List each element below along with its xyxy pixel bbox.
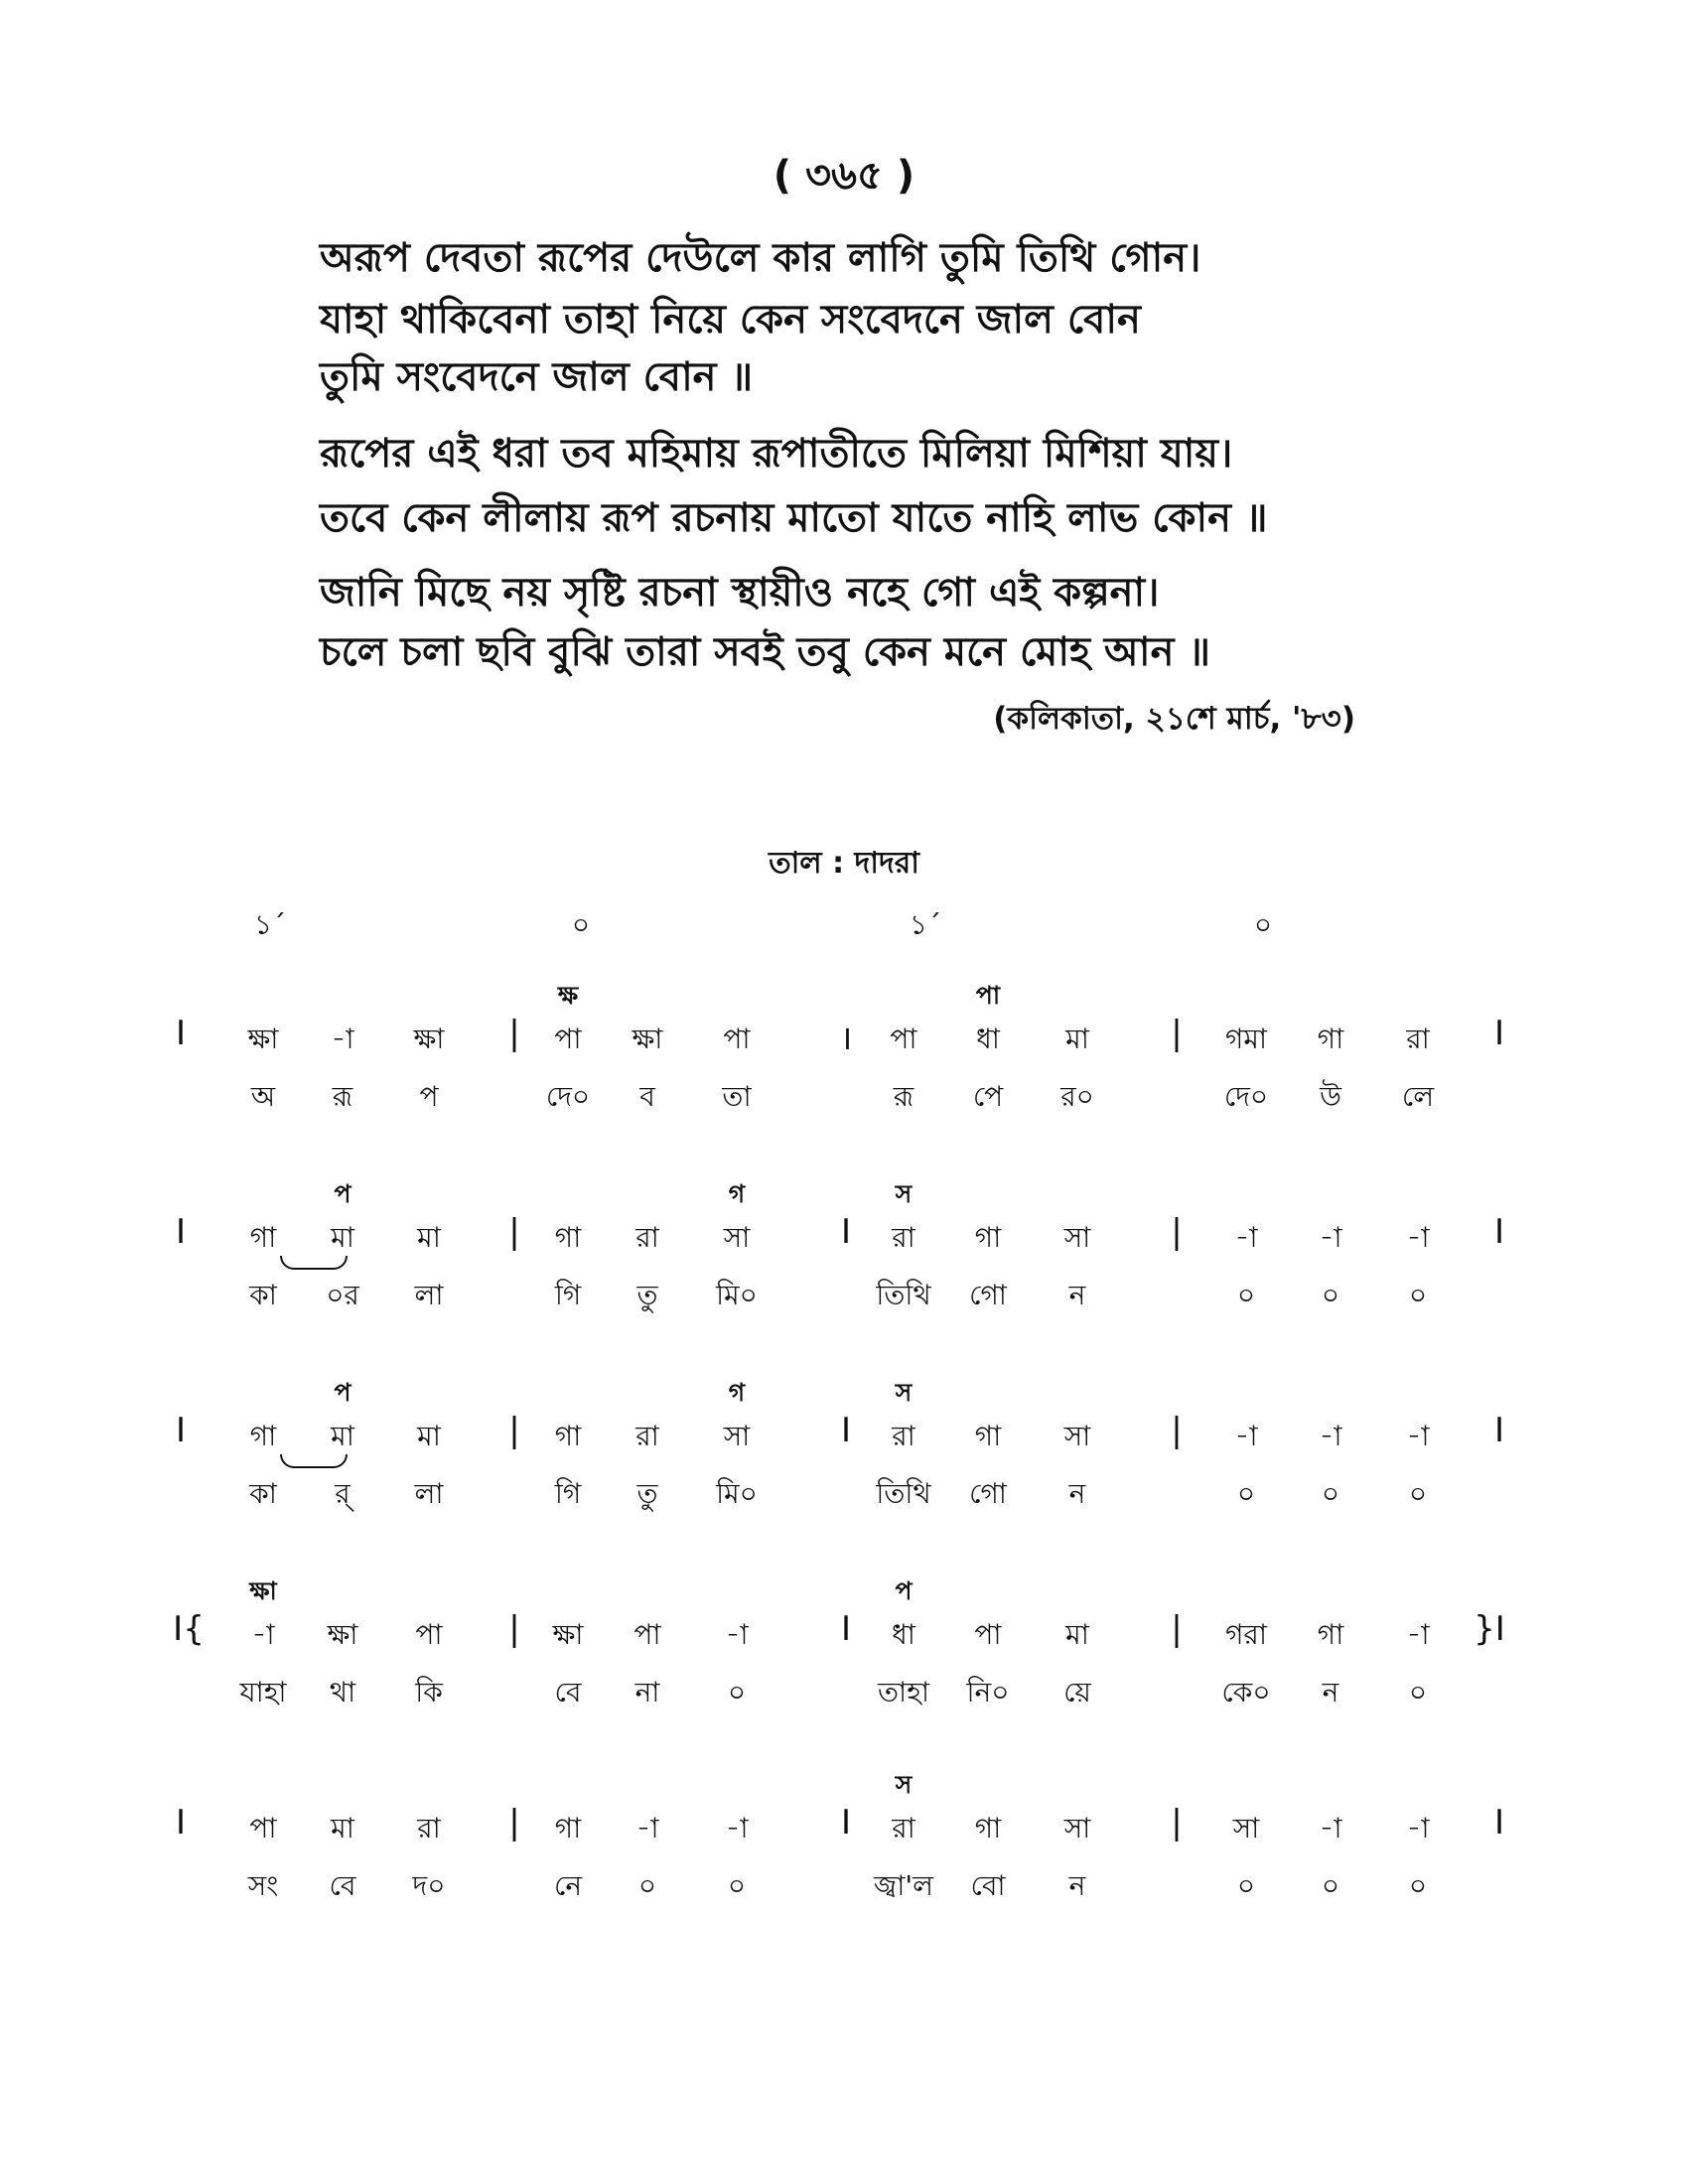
verse-line: চলে চলা ছবি বুঝি তারা সবই তবু কেন মনে মোহ আন ॥ (320, 629, 1211, 675)
swara-note: পা (249, 1812, 277, 1844)
lyric-syllable: দে০ (545, 1080, 591, 1113)
swara-note: ক্ষা (327, 1618, 358, 1651)
swara-note: -া (1406, 1420, 1430, 1452)
lyric-syllable: ০ (1408, 1869, 1428, 1902)
lyric-syllable: কা (249, 1477, 277, 1510)
lyric-syllable: কে০ (1221, 1676, 1271, 1708)
slur-mark (280, 1454, 348, 1468)
swara-note: গা (974, 1812, 1002, 1844)
lyric-syllable: মি০ (716, 1477, 758, 1510)
lyric-syllable: বে (329, 1869, 356, 1902)
lyric-syllable: নে (553, 1869, 583, 1902)
row-end-bar: I (1493, 1411, 1505, 1450)
swara-note: মা (417, 1420, 441, 1452)
swara-note: -া (1234, 1420, 1258, 1452)
swara-note: গা (1317, 1618, 1344, 1651)
lyric-syllable: লা (414, 1279, 444, 1311)
lyric-syllable: ০ (637, 1869, 657, 1902)
bar-line: I (840, 1803, 852, 1843)
bar-line: I (840, 1212, 852, 1252)
swara-note: গরা (1225, 1618, 1267, 1651)
swara-note: -া (725, 1812, 749, 1844)
swara-note: সা (1232, 1812, 1260, 1844)
bar-line: | (508, 1212, 520, 1252)
bar-line: I (840, 1609, 852, 1649)
tala-heading: তাল : দাদরা (769, 846, 919, 881)
swara-note: মা (331, 1420, 354, 1452)
lyric-syllable: র্ (335, 1477, 351, 1510)
lyric-syllable: গি (554, 1279, 582, 1311)
swara-note: -া (1406, 1618, 1430, 1651)
swara-note: -া (635, 1812, 659, 1844)
row-start-bar: I (175, 1014, 187, 1053)
swara-note: ক্ষা (552, 1618, 584, 1651)
swara-note: -া (331, 1023, 354, 1055)
swara-note: -া (1406, 1812, 1430, 1844)
lyric-syllable: কা (249, 1279, 277, 1311)
note-marker: ক্ষ (557, 981, 579, 1010)
row-end-bar: I (1493, 1803, 1505, 1843)
lyric-syllable: বো (970, 1869, 1006, 1902)
lyric-syllable: গো (969, 1477, 1007, 1510)
bar-line: | (1171, 1212, 1183, 1252)
note-marker: পা (975, 981, 1001, 1010)
lyric-syllable: গো (969, 1279, 1007, 1311)
note-marker: গ (728, 1179, 746, 1208)
row-start-bar: I (175, 1411, 187, 1450)
note-marker: স (895, 1378, 913, 1407)
lyric-syllable: ন (1068, 1869, 1086, 1902)
note-marker: প (334, 1378, 352, 1407)
swara-note: গা (974, 1221, 1002, 1254)
lyric-syllable: তিথি (876, 1279, 931, 1311)
swara-note: ক্ষা (632, 1023, 663, 1055)
swara-note: রা (892, 1420, 915, 1452)
lyric-syllable: ০ (727, 1869, 747, 1902)
swara-note: গা (974, 1420, 1002, 1452)
swara-note: গা (249, 1221, 277, 1254)
lyric-syllable: কি (415, 1676, 443, 1708)
lyric-syllable: ০ (1236, 1477, 1256, 1510)
swara-note: মা (331, 1221, 354, 1254)
verse-line: অরূপ দেবতা রূপের দেউলে কার লাগি তুমি তিথি গোন। (320, 235, 1201, 281)
lyric-syllable: দ০ (412, 1869, 446, 1902)
row-start-bar: I (175, 1803, 187, 1843)
beat-marker: ১´ (253, 908, 287, 941)
bar-line: | (1171, 1803, 1183, 1843)
lyric-syllable: ০ (1408, 1279, 1428, 1311)
bar-line: | (508, 1014, 520, 1053)
swara-note: পা (554, 1023, 582, 1055)
lyric-syllable: ন (1068, 1279, 1086, 1311)
swara-note: ক্ষা (247, 1023, 279, 1055)
lyric-syllable: উ (1320, 1080, 1341, 1113)
swara-note: সা (723, 1420, 751, 1452)
lyric-syllable: থা (329, 1676, 356, 1708)
swara-note: ধা (892, 1618, 915, 1651)
swara-note: রা (892, 1812, 915, 1844)
row-end-bar: }I (1474, 1609, 1505, 1649)
lyric-syllable: র০ (1060, 1080, 1094, 1113)
lyric-syllable: প (419, 1080, 439, 1113)
swara-note: সা (1063, 1812, 1091, 1844)
lyric-syllable: লে (1401, 1080, 1435, 1113)
swara-note: রা (635, 1221, 659, 1254)
lyric-syllable: তু (636, 1279, 658, 1311)
swara-note: রা (417, 1812, 441, 1844)
swara-note: পা (974, 1618, 1002, 1651)
verse-line: রূপের এই ধরা তব মহিমায় রূপাতীতে মিলিয়া মিশিয়া যায়। (320, 431, 1233, 477)
lyric-syllable: ০ (1321, 1869, 1340, 1902)
page-number: ( ৩৬৫ ) (773, 153, 915, 199)
row-start-bar: I (175, 1212, 187, 1252)
swara-note: মা (1065, 1023, 1089, 1055)
row-end-bar: I (1493, 1014, 1505, 1053)
lyric-syllable: ব (639, 1080, 655, 1113)
lyric-syllable: নি০ (966, 1676, 1010, 1708)
lyric-syllable: ০ (1321, 1279, 1340, 1311)
note-marker: গ (728, 1378, 746, 1407)
note-marker: স (895, 1179, 913, 1208)
lyric-syllable: জ্বা'ল (874, 1869, 933, 1902)
slur-mark (280, 1256, 348, 1270)
verse-line: তুমি সংবেদনে জাল বোন ॥ (320, 354, 754, 400)
swara-note: সা (723, 1221, 751, 1254)
lyric-syllable: তিথি (876, 1477, 931, 1510)
lyric-syllable: ০ (1408, 1477, 1428, 1510)
swara-note: গমা (1224, 1023, 1268, 1055)
verse-line: তবে কেন লীলায় রূপ রচনায় মাতো যাতে নাহি লাভ কোন ॥ (320, 495, 1268, 541)
lyric-syllable: রূ (332, 1080, 353, 1113)
swara-note: ধা (976, 1023, 1000, 1055)
lyric-syllable: ০ (1236, 1869, 1256, 1902)
swara-note: -া (251, 1618, 275, 1651)
lyric-syllable: ০র (326, 1279, 359, 1311)
lyric-syllable: য়ে (1063, 1676, 1091, 1708)
bar-line: | (1171, 1609, 1183, 1649)
lyric-syllable: পে (972, 1080, 1004, 1113)
swara-note: গা (1317, 1023, 1344, 1055)
bar-line: | (508, 1411, 520, 1450)
row-end-bar: I (1493, 1212, 1505, 1252)
swara-note: -া (1319, 1420, 1342, 1452)
lyric-syllable: তাহা (878, 1676, 929, 1708)
row-start-bar: I{ (173, 1609, 205, 1649)
swara-note: সা (1063, 1420, 1091, 1452)
note-marker: প (334, 1179, 352, 1208)
swara-note: পা (415, 1618, 443, 1651)
lyric-syllable: অ (250, 1080, 276, 1113)
swara-note: -া (1319, 1221, 1342, 1254)
swara-note: সা (1063, 1221, 1091, 1254)
lyric-syllable: গি (554, 1477, 582, 1510)
beat-marker: ০ (571, 908, 591, 941)
lyric-syllable: ০ (1236, 1279, 1256, 1311)
verse-line: যাহা থাকিবেনা তাহা নিয়ে কেন সংবেদনে জাল বোন (320, 297, 1141, 342)
lyric-syllable: বে (554, 1676, 582, 1708)
swara-note: রা (635, 1420, 659, 1452)
beat-marker: ১´ (909, 908, 942, 941)
lyric-syllable: দে০ (1223, 1080, 1269, 1113)
swara-note: মা (417, 1221, 441, 1254)
bar-line: | (1171, 1411, 1183, 1450)
note-marker: ক্ষা (249, 1576, 277, 1605)
swara-note: গা (554, 1812, 582, 1844)
bar-line: | (508, 1609, 520, 1649)
lyric-syllable: ০ (727, 1676, 747, 1708)
swara-note: পা (633, 1618, 661, 1651)
verse-line: জানি মিছে নয় সৃষ্টি রচনা স্থায়ীও নহে গো এই কল্পনা। (320, 570, 1160, 615)
bar-line: | (1171, 1014, 1183, 1053)
lyric-syllable: ন (1322, 1676, 1339, 1708)
note-marker: প (895, 1576, 913, 1605)
lyric-syllable: মি০ (716, 1279, 758, 1311)
lyric-syllable: ০ (1408, 1676, 1428, 1708)
note-marker: স (895, 1770, 913, 1799)
swara-note: মা (1065, 1618, 1089, 1651)
lyric-syllable: ০ (1321, 1477, 1340, 1510)
swara-note: ক্ষা (413, 1023, 445, 1055)
lyric-syllable: ন (1068, 1477, 1086, 1510)
bar-line: | (508, 1803, 520, 1843)
lyric-syllable: তু (636, 1477, 658, 1510)
swara-note: -া (1234, 1221, 1258, 1254)
beat-marker: ০ (1253, 908, 1273, 941)
swara-note: মা (331, 1812, 354, 1844)
place-date: (কলিকাতা, ২১শে মার্চ, '৮৩) (993, 701, 1355, 737)
bar-line: । (839, 1019, 853, 1058)
lyric-syllable: তা (722, 1080, 752, 1113)
swara-note: -া (1406, 1221, 1430, 1254)
swara-note: গা (249, 1420, 277, 1452)
lyric-syllable: সং (247, 1869, 279, 1902)
swara-note: পা (723, 1023, 751, 1055)
lyric-syllable: যাহা (239, 1676, 287, 1708)
swara-note: পা (890, 1023, 917, 1055)
swara-note: গা (554, 1420, 582, 1452)
swara-note: -া (725, 1618, 749, 1651)
swara-note: রা (892, 1221, 915, 1254)
swara-note: -া (1319, 1812, 1342, 1844)
swara-note: গা (554, 1221, 582, 1254)
bar-line: I (840, 1411, 852, 1450)
swara-note: রা (1406, 1023, 1430, 1055)
lyric-syllable: রূ (893, 1080, 914, 1113)
lyric-syllable: লা (414, 1477, 444, 1510)
lyric-syllable: না (634, 1676, 660, 1708)
